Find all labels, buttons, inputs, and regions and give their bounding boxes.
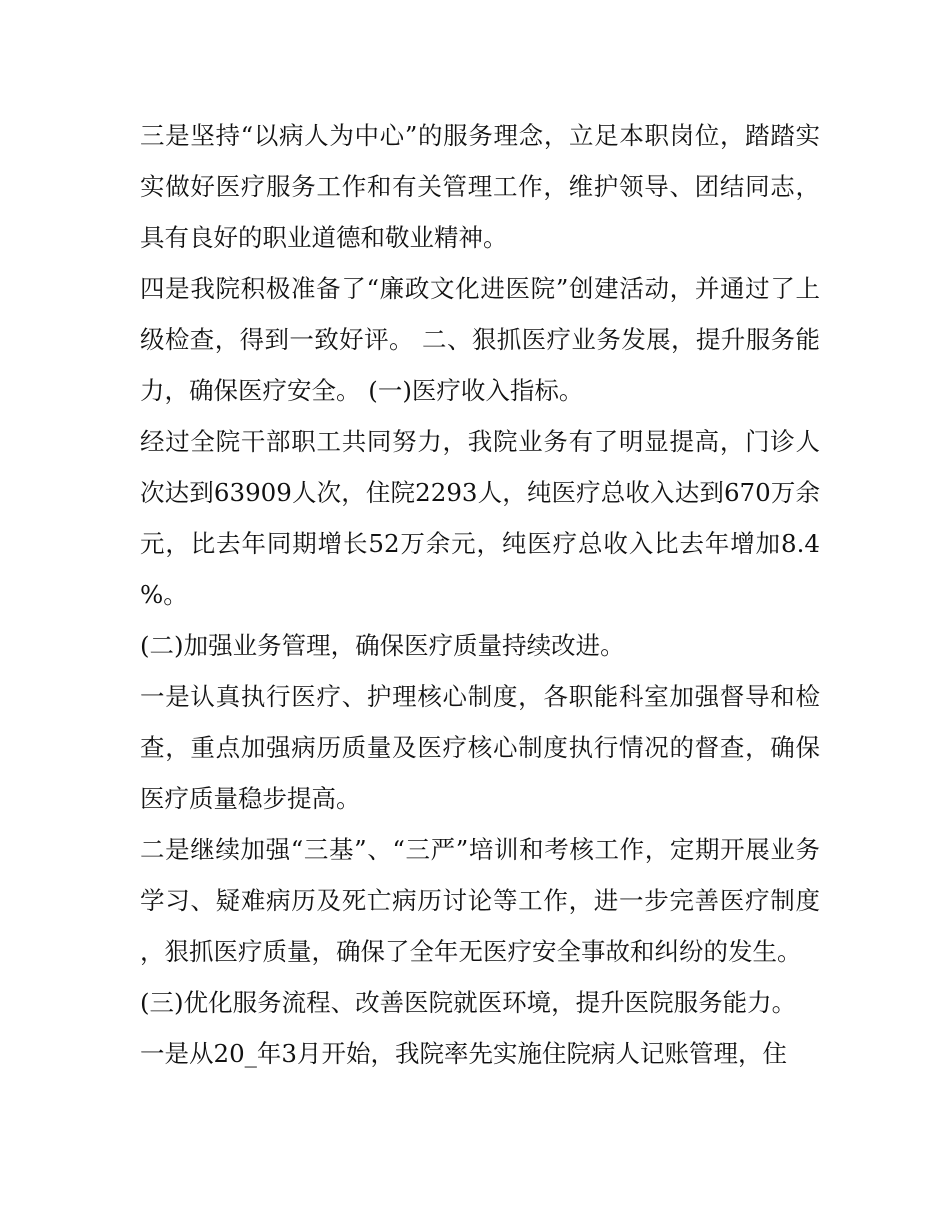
paragraph-integrity-campaign: 四是我院积极准备了“廉政文化进医院”创建活动，并通过了上级检查，得到一致好评。 二、狠抓医疗业务发展，提升服务能力，确保医疗安全。 (一)医疗收入指标。 bbox=[140, 274, 820, 405]
paragraph-heading-service: (三)优化服务流程、改善医院就医环境，提升医院服务能力。 bbox=[140, 988, 797, 1017]
paragraph-revenue: 经过全院干部职工共同努力，我院业务有了明显提高，门诊人次达到63909人次，住院2293人，纯医疗总收入达到670万余元，比去年同期增长52万余元，纯医疗总收入比去年增加8.4%。 bbox=[140, 427, 820, 609]
paragraph-principle: 三是坚持“以病人为中心”的服务理念，立足本职岗位，踏踏实实做好医疗服务工作和有关管理工作，维护领导、团结同志，具有良好的职业道德和敬业精神。 bbox=[140, 121, 820, 252]
paragraph-billing: 一是从20_年3月开始，我院率先实施住院病人记账管理，住 bbox=[140, 1039, 788, 1068]
document-body bbox=[140, 110, 820, 1079]
paragraph-training: 二是继续加强“三基”、“三严”培训和考核工作，定期开展业务学习、疑难病历及死亡病历讨论等工作，进一步完善医疗制度，狠抓医疗质量，确保了全年无医疗安全事故和纠纷的发生。 bbox=[140, 835, 820, 966]
paragraph-heading-management: (二)加强业务管理，确保医疗质量持续改进。 bbox=[140, 631, 625, 660]
paragraph-core-systems: 一是认真执行医疗、护理核心制度，各职能科室加强督导和检查，重点加强病历质量及医疗核心制度执行情况的督查，确保医疗质量稳步提高。 bbox=[140, 682, 820, 813]
